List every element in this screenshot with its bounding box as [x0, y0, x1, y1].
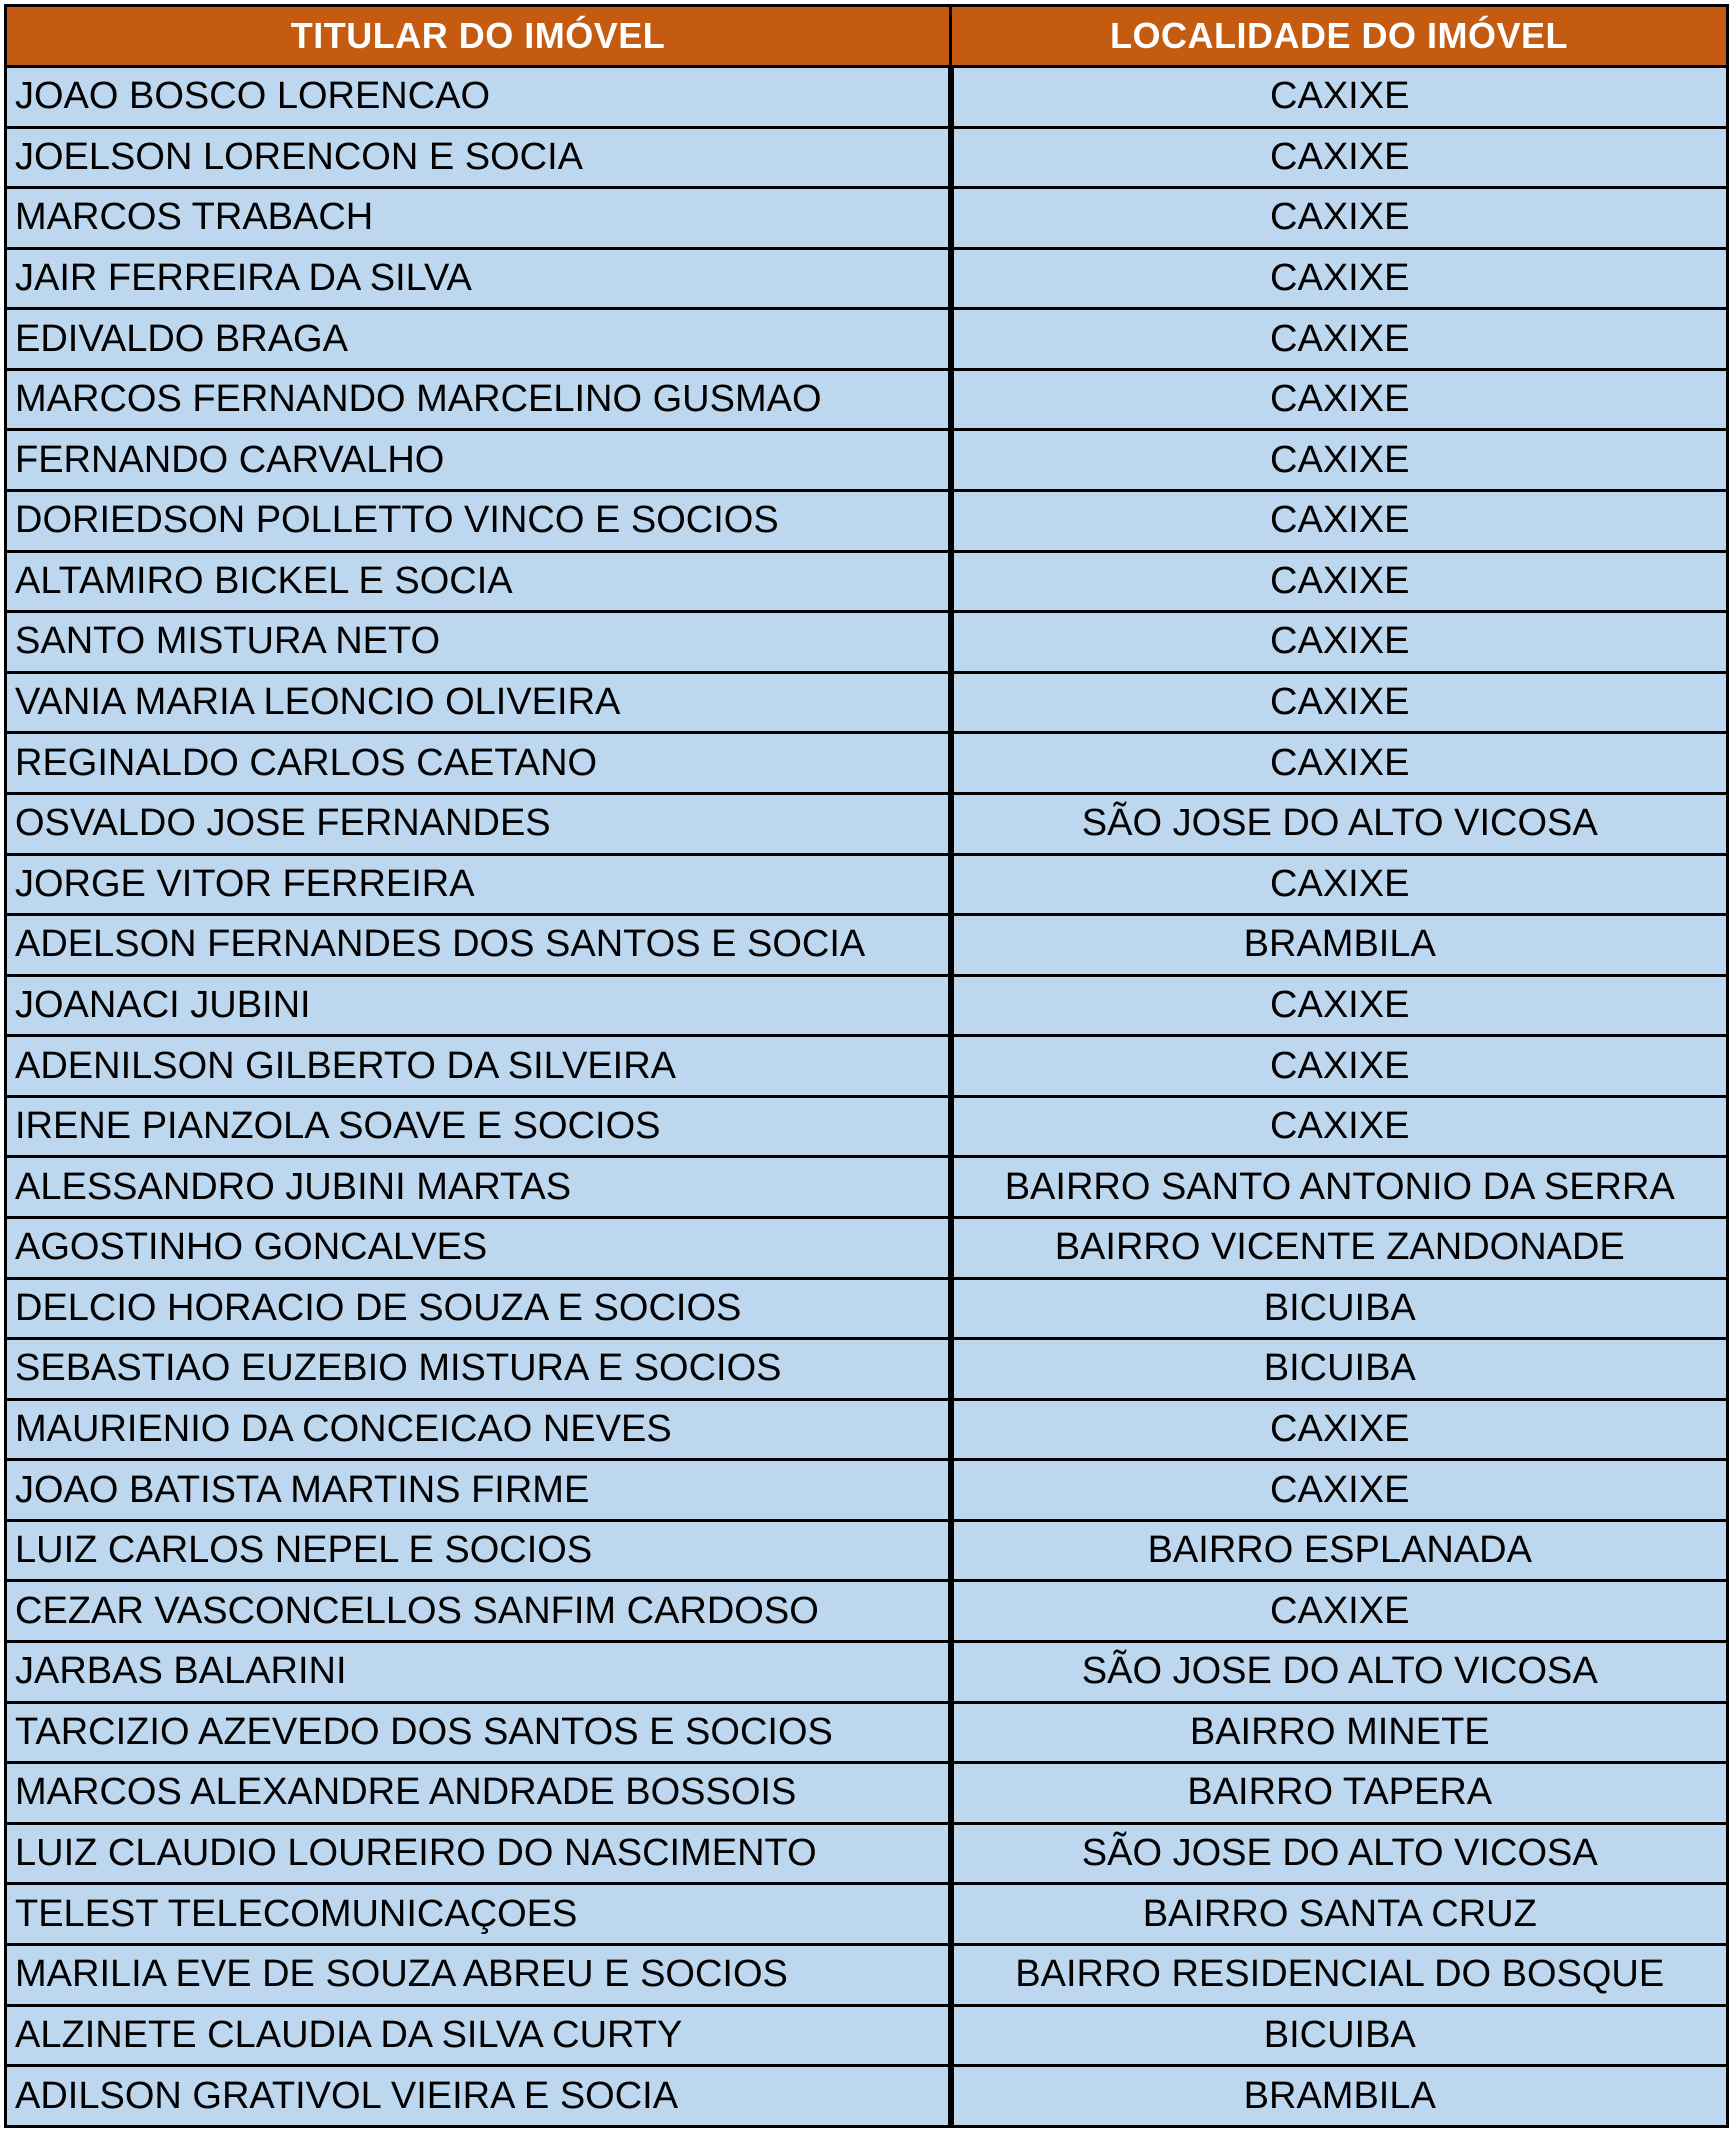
table-row: [6, 1460, 1728, 1521]
owner-cell: JORGE VITOR FERREIRA: [6, 854, 951, 915]
owner-cell: MARCOS TRABACH: [6, 188, 951, 249]
location-cell: CAXIXE: [951, 1096, 1728, 1157]
table-row: [6, 854, 1728, 915]
location-cell: SÃO JOSE DO ALTO VICOSA: [951, 793, 1728, 854]
table-row: [6, 1096, 1728, 1157]
owner-cell: VANIA MARIA LEONCIO OLIVEIRA: [6, 672, 951, 733]
owner-cell: TELEST TELECOMUNICAÇOES: [6, 1884, 951, 1945]
location-cell: CAXIXE: [951, 1036, 1728, 1097]
table-row: [6, 1823, 1728, 1884]
table-row: [6, 915, 1728, 976]
owner-cell: ADENILSON GILBERTO DA SILVEIRA: [6, 1036, 951, 1097]
table-row: [6, 309, 1728, 370]
owner-cell: REGINALDO CARLOS CAETANO: [6, 733, 951, 794]
location-cell: BAIRRO RESIDENCIAL DO BOSQUE: [951, 1944, 1728, 2005]
owner-column-header: TITULAR DO IMÓVEL: [6, 6, 951, 67]
location-cell: BRAMBILA: [951, 2066, 1728, 2127]
table-row: [6, 67, 1728, 128]
table-row: [6, 672, 1728, 733]
location-cell: CAXIXE: [951, 430, 1728, 491]
location-cell: BAIRRO SANTA CRUZ: [951, 1884, 1728, 1945]
location-cell: CAXIXE: [951, 672, 1728, 733]
owner-cell: MARCOS FERNANDO MARCELINO GUSMAO: [6, 369, 951, 430]
location-cell: CAXIXE: [951, 1581, 1728, 1642]
location-cell: CAXIXE: [951, 551, 1728, 612]
owner-cell: DORIEDSON POLLETTO VINCO E SOCIOS: [6, 491, 951, 552]
table-row: [6, 188, 1728, 249]
table-row: [6, 612, 1728, 673]
table-row: [6, 975, 1728, 1036]
owner-cell: ALESSANDRO JUBINI MARTAS: [6, 1157, 951, 1218]
owner-cell: SEBASTIAO EUZEBIO MISTURA E SOCIOS: [6, 1339, 951, 1400]
table-row: [6, 1036, 1728, 1097]
location-cell: BAIRRO VICENTE ZANDONADE: [951, 1217, 1728, 1278]
location-cell: BAIRRO SANTO ANTONIO DA SERRA: [951, 1157, 1728, 1218]
table-row: [6, 1884, 1728, 1945]
location-cell: CAXIXE: [951, 975, 1728, 1036]
location-cell: BICUIBA: [951, 1339, 1728, 1400]
owner-cell: TARCIZIO AZEVEDO DOS SANTOS E SOCIOS: [6, 1702, 951, 1763]
owner-cell: FERNANDO CARVALHO: [6, 430, 951, 491]
owner-cell: MARCOS ALEXANDRE ANDRADE BOSSOIS: [6, 1763, 951, 1824]
location-cell: CAXIXE: [951, 612, 1728, 673]
owner-cell: MARILIA EVE DE SOUZA ABREU E SOCIOS: [6, 1944, 951, 2005]
location-cell: BICUIBA: [951, 1278, 1728, 1339]
table-row: [6, 248, 1728, 309]
table-body: [6, 67, 1728, 2127]
location-cell: BAIRRO TAPERA: [951, 1763, 1728, 1824]
location-cell: CAXIXE: [951, 854, 1728, 915]
table-row: [6, 2005, 1728, 2066]
owner-cell: SANTO MISTURA NETO: [6, 612, 951, 673]
location-cell: SÃO JOSE DO ALTO VICOSA: [951, 1642, 1728, 1703]
table-row: [6, 733, 1728, 794]
owner-cell: MAURIENIO DA CONCEICAO NEVES: [6, 1399, 951, 1460]
location-column-header: LOCALIDADE DO IMÓVEL: [951, 6, 1728, 67]
owner-cell: JARBAS BALARINI: [6, 1642, 951, 1703]
location-cell: CAXIXE: [951, 1460, 1728, 1521]
table-row: [6, 1217, 1728, 1278]
location-cell: CAXIXE: [951, 733, 1728, 794]
header-row: [6, 6, 1728, 67]
table-row: [6, 551, 1728, 612]
table-row: [6, 1399, 1728, 1460]
owner-cell: IRENE PIANZOLA SOAVE E SOCIOS: [6, 1096, 951, 1157]
location-cell: CAXIXE: [951, 188, 1728, 249]
location-cell: BICUIBA: [951, 2005, 1728, 2066]
owner-cell: ALZINETE CLAUDIA DA SILVA CURTY: [6, 2005, 951, 2066]
location-cell: BAIRRO ESPLANADA: [951, 1520, 1728, 1581]
owner-cell: JOAO BOSCO LORENCAO: [6, 67, 951, 128]
table-row: [6, 793, 1728, 854]
owner-cell: ALTAMIRO BICKEL E SOCIA: [6, 551, 951, 612]
table-row: [6, 491, 1728, 552]
table-row: [6, 369, 1728, 430]
location-cell: CAXIXE: [951, 1399, 1728, 1460]
table-row: [6, 1702, 1728, 1763]
location-cell: SÃO JOSE DO ALTO VICOSA: [951, 1823, 1728, 1884]
owner-cell: JOANACI JUBINI: [6, 975, 951, 1036]
owner-cell: AGOSTINHO GONCALVES: [6, 1217, 951, 1278]
owner-cell: LUIZ CLAUDIO LOUREIRO DO NASCIMENTO: [6, 1823, 951, 1884]
owner-cell: LUIZ CARLOS NEPEL E SOCIOS: [6, 1520, 951, 1581]
table-row: [6, 430, 1728, 491]
table-row: [6, 1944, 1728, 2005]
owner-cell: EDIVALDO BRAGA: [6, 309, 951, 370]
location-cell: CAXIXE: [951, 309, 1728, 370]
owner-cell: JOELSON LORENCON E SOCIA: [6, 127, 951, 188]
owner-cell: CEZAR VASCONCELLOS SANFIM CARDOSO: [6, 1581, 951, 1642]
table-row: [6, 1642, 1728, 1703]
table-row: [6, 1157, 1728, 1218]
owner-cell: ADILSON GRATIVOL VIEIRA E SOCIA: [6, 2066, 951, 2127]
property-table: [4, 4, 1729, 2128]
table-row: [6, 1581, 1728, 1642]
location-cell: BAIRRO MINETE: [951, 1702, 1728, 1763]
location-cell: CAXIXE: [951, 369, 1728, 430]
location-cell: CAXIXE: [951, 491, 1728, 552]
table-row: [6, 1763, 1728, 1824]
location-cell: BRAMBILA: [951, 915, 1728, 976]
owner-cell: JAIR FERREIRA DA SILVA: [6, 248, 951, 309]
owner-cell: OSVALDO JOSE FERNANDES: [6, 793, 951, 854]
table-row: [6, 1278, 1728, 1339]
table-row: [6, 1520, 1728, 1581]
owner-cell: DELCIO HORACIO DE SOUZA E SOCIOS: [6, 1278, 951, 1339]
table-row: [6, 127, 1728, 188]
location-cell: CAXIXE: [951, 67, 1728, 128]
owner-cell: ADELSON FERNANDES DOS SANTOS E SOCIA: [6, 915, 951, 976]
location-cell: CAXIXE: [951, 248, 1728, 309]
owner-cell: JOAO BATISTA MARTINS FIRME: [6, 1460, 951, 1521]
table-row: [6, 1339, 1728, 1400]
location-cell: CAXIXE: [951, 127, 1728, 188]
table-row: [6, 2066, 1728, 2127]
